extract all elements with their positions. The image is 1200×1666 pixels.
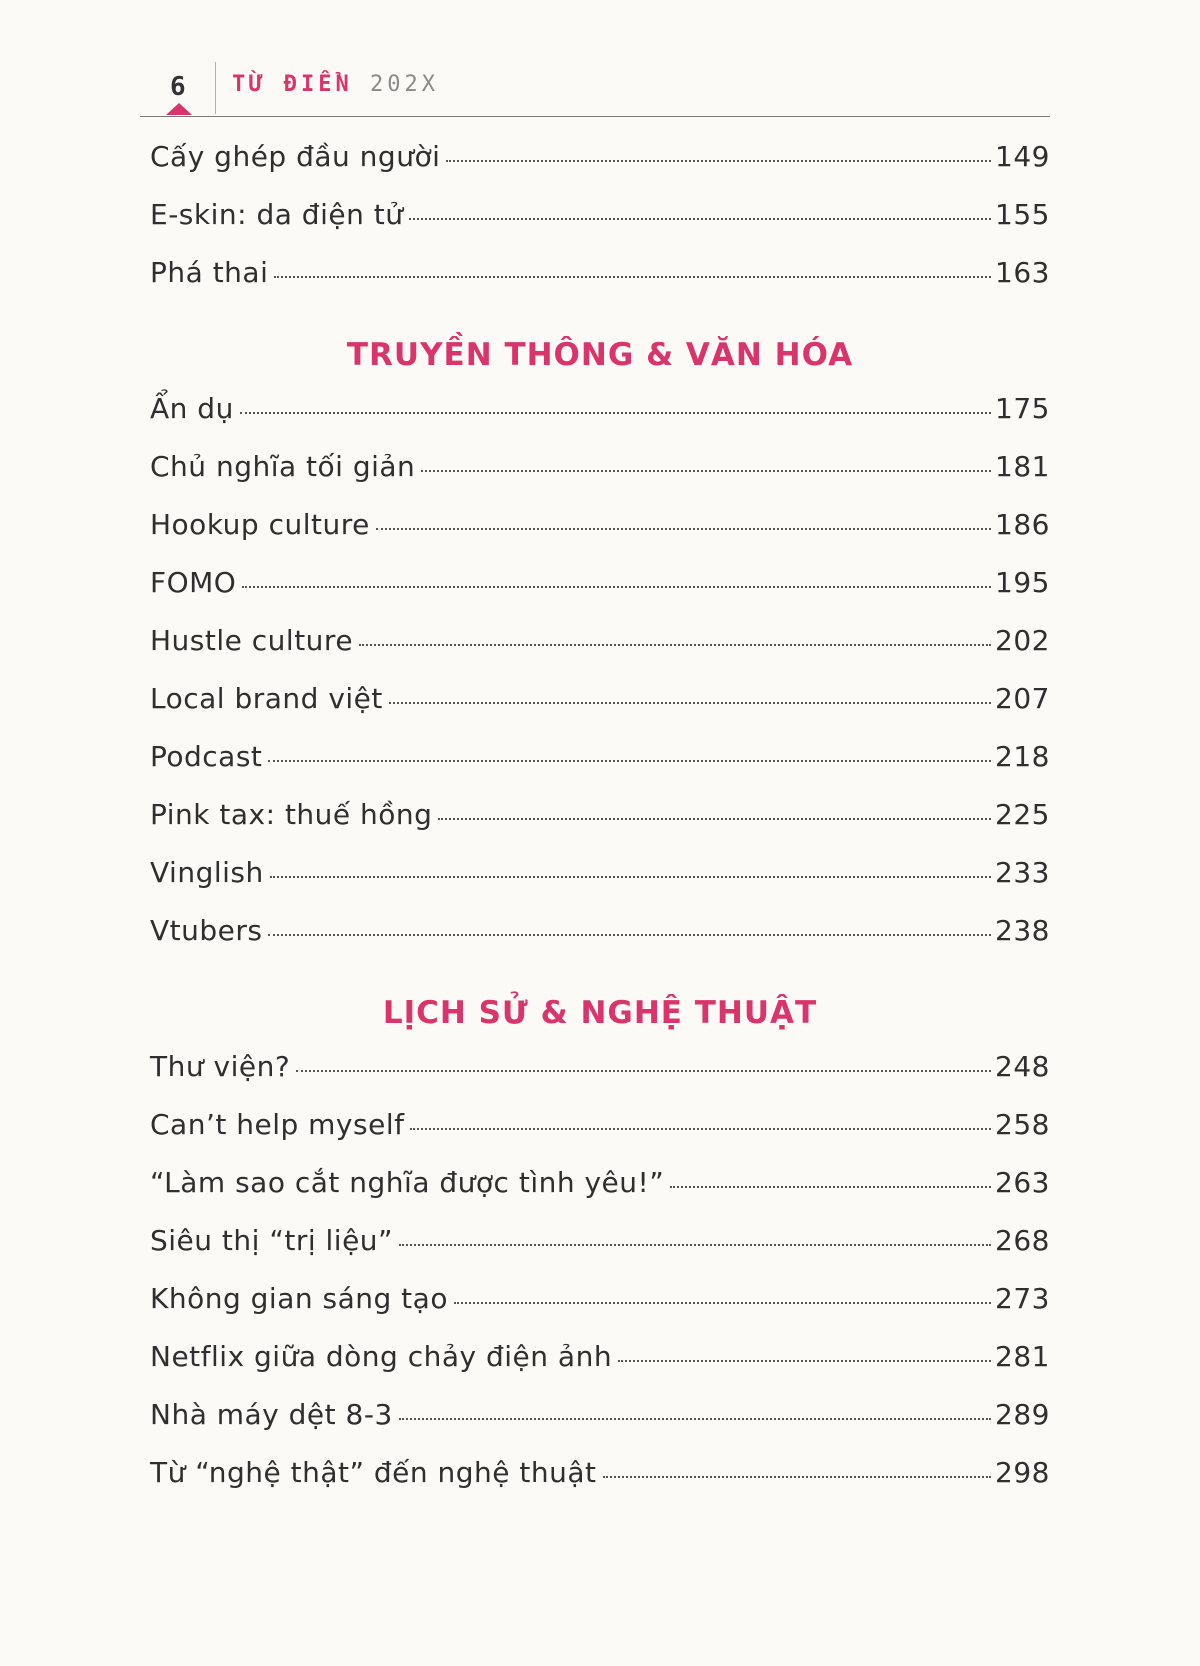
toc-entry <box>150 914 1050 972</box>
dot-leader <box>240 412 991 414</box>
toc-entry-page: 281 <box>995 1340 1050 1373</box>
dot-leader <box>399 1418 991 1420</box>
toc-entry-title: Không gian sáng tạo <box>150 1282 448 1315</box>
toc-entry-title: FOMO <box>150 566 237 599</box>
toc-entry <box>150 1050 1050 1108</box>
toc-entry <box>150 1340 1050 1398</box>
toc-entry-title: Local brand việt <box>150 682 383 715</box>
toc-entry-page: 263 <box>995 1166 1050 1199</box>
toc-entry <box>150 682 1050 740</box>
toc-entry-title: E-skin: da điện tử <box>150 198 404 231</box>
toc-entry-title: Pink tax: thuế hồng <box>150 798 433 831</box>
header-rule <box>140 116 1050 117</box>
toc-entry-title: Chủ nghĩa tối giản <box>150 450 416 483</box>
section-heading: TRUYỀN THÔNG & VĂN HÓA <box>346 337 854 373</box>
dot-leader <box>376 528 991 530</box>
toc-entry-page: 298 <box>995 1456 1050 1489</box>
dot-leader <box>242 586 991 588</box>
dot-leader <box>399 1244 991 1246</box>
toc-entry-page: 155 <box>995 198 1050 231</box>
toc-entry <box>150 256 1050 314</box>
toc-entry-title: Hookup culture <box>150 508 370 541</box>
toc-entry <box>150 856 1050 914</box>
toc-entry-page: 195 <box>995 566 1050 599</box>
toc-entry <box>150 566 1050 624</box>
toc-entry-page: 207 <box>995 682 1050 715</box>
toc-entry <box>150 798 1050 856</box>
toc-entry-title: Netflix giữa dòng chảy điện ảnh <box>150 1340 613 1373</box>
toc-entry-title: Từ “nghệ thật” đến nghệ thuật <box>150 1456 597 1489</box>
toc-entry-page: 268 <box>995 1224 1050 1257</box>
toc-entry-page: 258 <box>995 1108 1050 1141</box>
toc-entry <box>150 1282 1050 1340</box>
header-divider <box>215 62 216 114</box>
dot-leader <box>268 934 991 936</box>
toc-entry-title: Vtubers <box>150 914 263 947</box>
dot-leader <box>670 1186 991 1188</box>
running-head <box>232 72 439 97</box>
toc-entry-title: Nhà máy dệt 8-3 <box>150 1398 393 1431</box>
dot-leader <box>389 702 991 704</box>
toc-entry <box>150 740 1050 798</box>
toc-entry-title: Vinglish <box>150 856 264 889</box>
toc-entry <box>150 450 1050 508</box>
toc-entry <box>150 1108 1050 1166</box>
toc-entry-page: 248 <box>995 1050 1050 1083</box>
dot-leader <box>268 760 991 762</box>
toc-entry-page: 273 <box>995 1282 1050 1315</box>
toc-entry-title: “Làm sao cắt nghĩa được tình yêu!” <box>150 1166 665 1199</box>
toc-entry <box>150 198 1050 256</box>
toc-entry <box>150 1398 1050 1456</box>
dot-leader <box>446 160 991 162</box>
running-head-brand: TỪ ĐIỂN <box>232 72 353 97</box>
toc-entry-page: 163 <box>995 256 1050 289</box>
dot-leader <box>274 276 991 278</box>
toc-entry-page: 149 <box>995 140 1050 173</box>
toc-entry-title: Thư viện? <box>150 1050 291 1083</box>
toc-entry <box>150 1224 1050 1282</box>
dot-leader <box>618 1360 991 1362</box>
toc-entry-title: Cấy ghép đầu người <box>150 140 441 173</box>
dot-leader <box>438 818 991 820</box>
toc-entry <box>150 1456 1050 1514</box>
dot-leader <box>410 1128 991 1130</box>
toc-entry-title: Phá thai <box>150 256 269 289</box>
toc-entry-page: 289 <box>995 1398 1050 1431</box>
toc-entry <box>150 1166 1050 1224</box>
toc-entry-page: 186 <box>995 508 1050 541</box>
toc-entry <box>150 624 1050 682</box>
dot-leader <box>454 1302 991 1304</box>
dot-leader <box>270 876 991 878</box>
toc-entry-title: Podcast <box>150 740 263 773</box>
toc-entry-page: 218 <box>995 740 1050 773</box>
dot-leader <box>409 218 991 220</box>
toc-entry-page: 238 <box>995 914 1050 947</box>
toc-entry-page: 202 <box>995 624 1050 657</box>
page-marker-triangle-icon <box>166 103 192 115</box>
page-header <box>140 58 1050 118</box>
toc-entry-title: Siêu thị “trị liệu” <box>150 1224 394 1257</box>
running-head-year: 202X <box>369 72 439 97</box>
toc-entry-page: 175 <box>995 392 1050 425</box>
toc-entry-page: 181 <box>995 450 1050 483</box>
toc-entry-title: Ẩn dụ <box>150 392 234 425</box>
dot-leader <box>296 1070 991 1072</box>
toc-entry-page: 233 <box>995 856 1050 889</box>
toc-entry <box>150 140 1050 198</box>
page-number: 6 <box>170 72 187 102</box>
dot-leader <box>359 644 991 646</box>
toc-entry-title: Can’t help myself <box>150 1108 405 1141</box>
dot-leader <box>421 470 991 472</box>
dot-leader <box>603 1476 992 1478</box>
table-of-contents <box>150 140 1050 1514</box>
section-heading: LỊCH SỬ & NGHỆ THUẬT <box>382 995 818 1031</box>
toc-entry-title: Hustle culture <box>150 624 354 657</box>
toc-entry <box>150 392 1050 450</box>
toc-entry-page: 225 <box>995 798 1050 831</box>
toc-entry <box>150 508 1050 566</box>
